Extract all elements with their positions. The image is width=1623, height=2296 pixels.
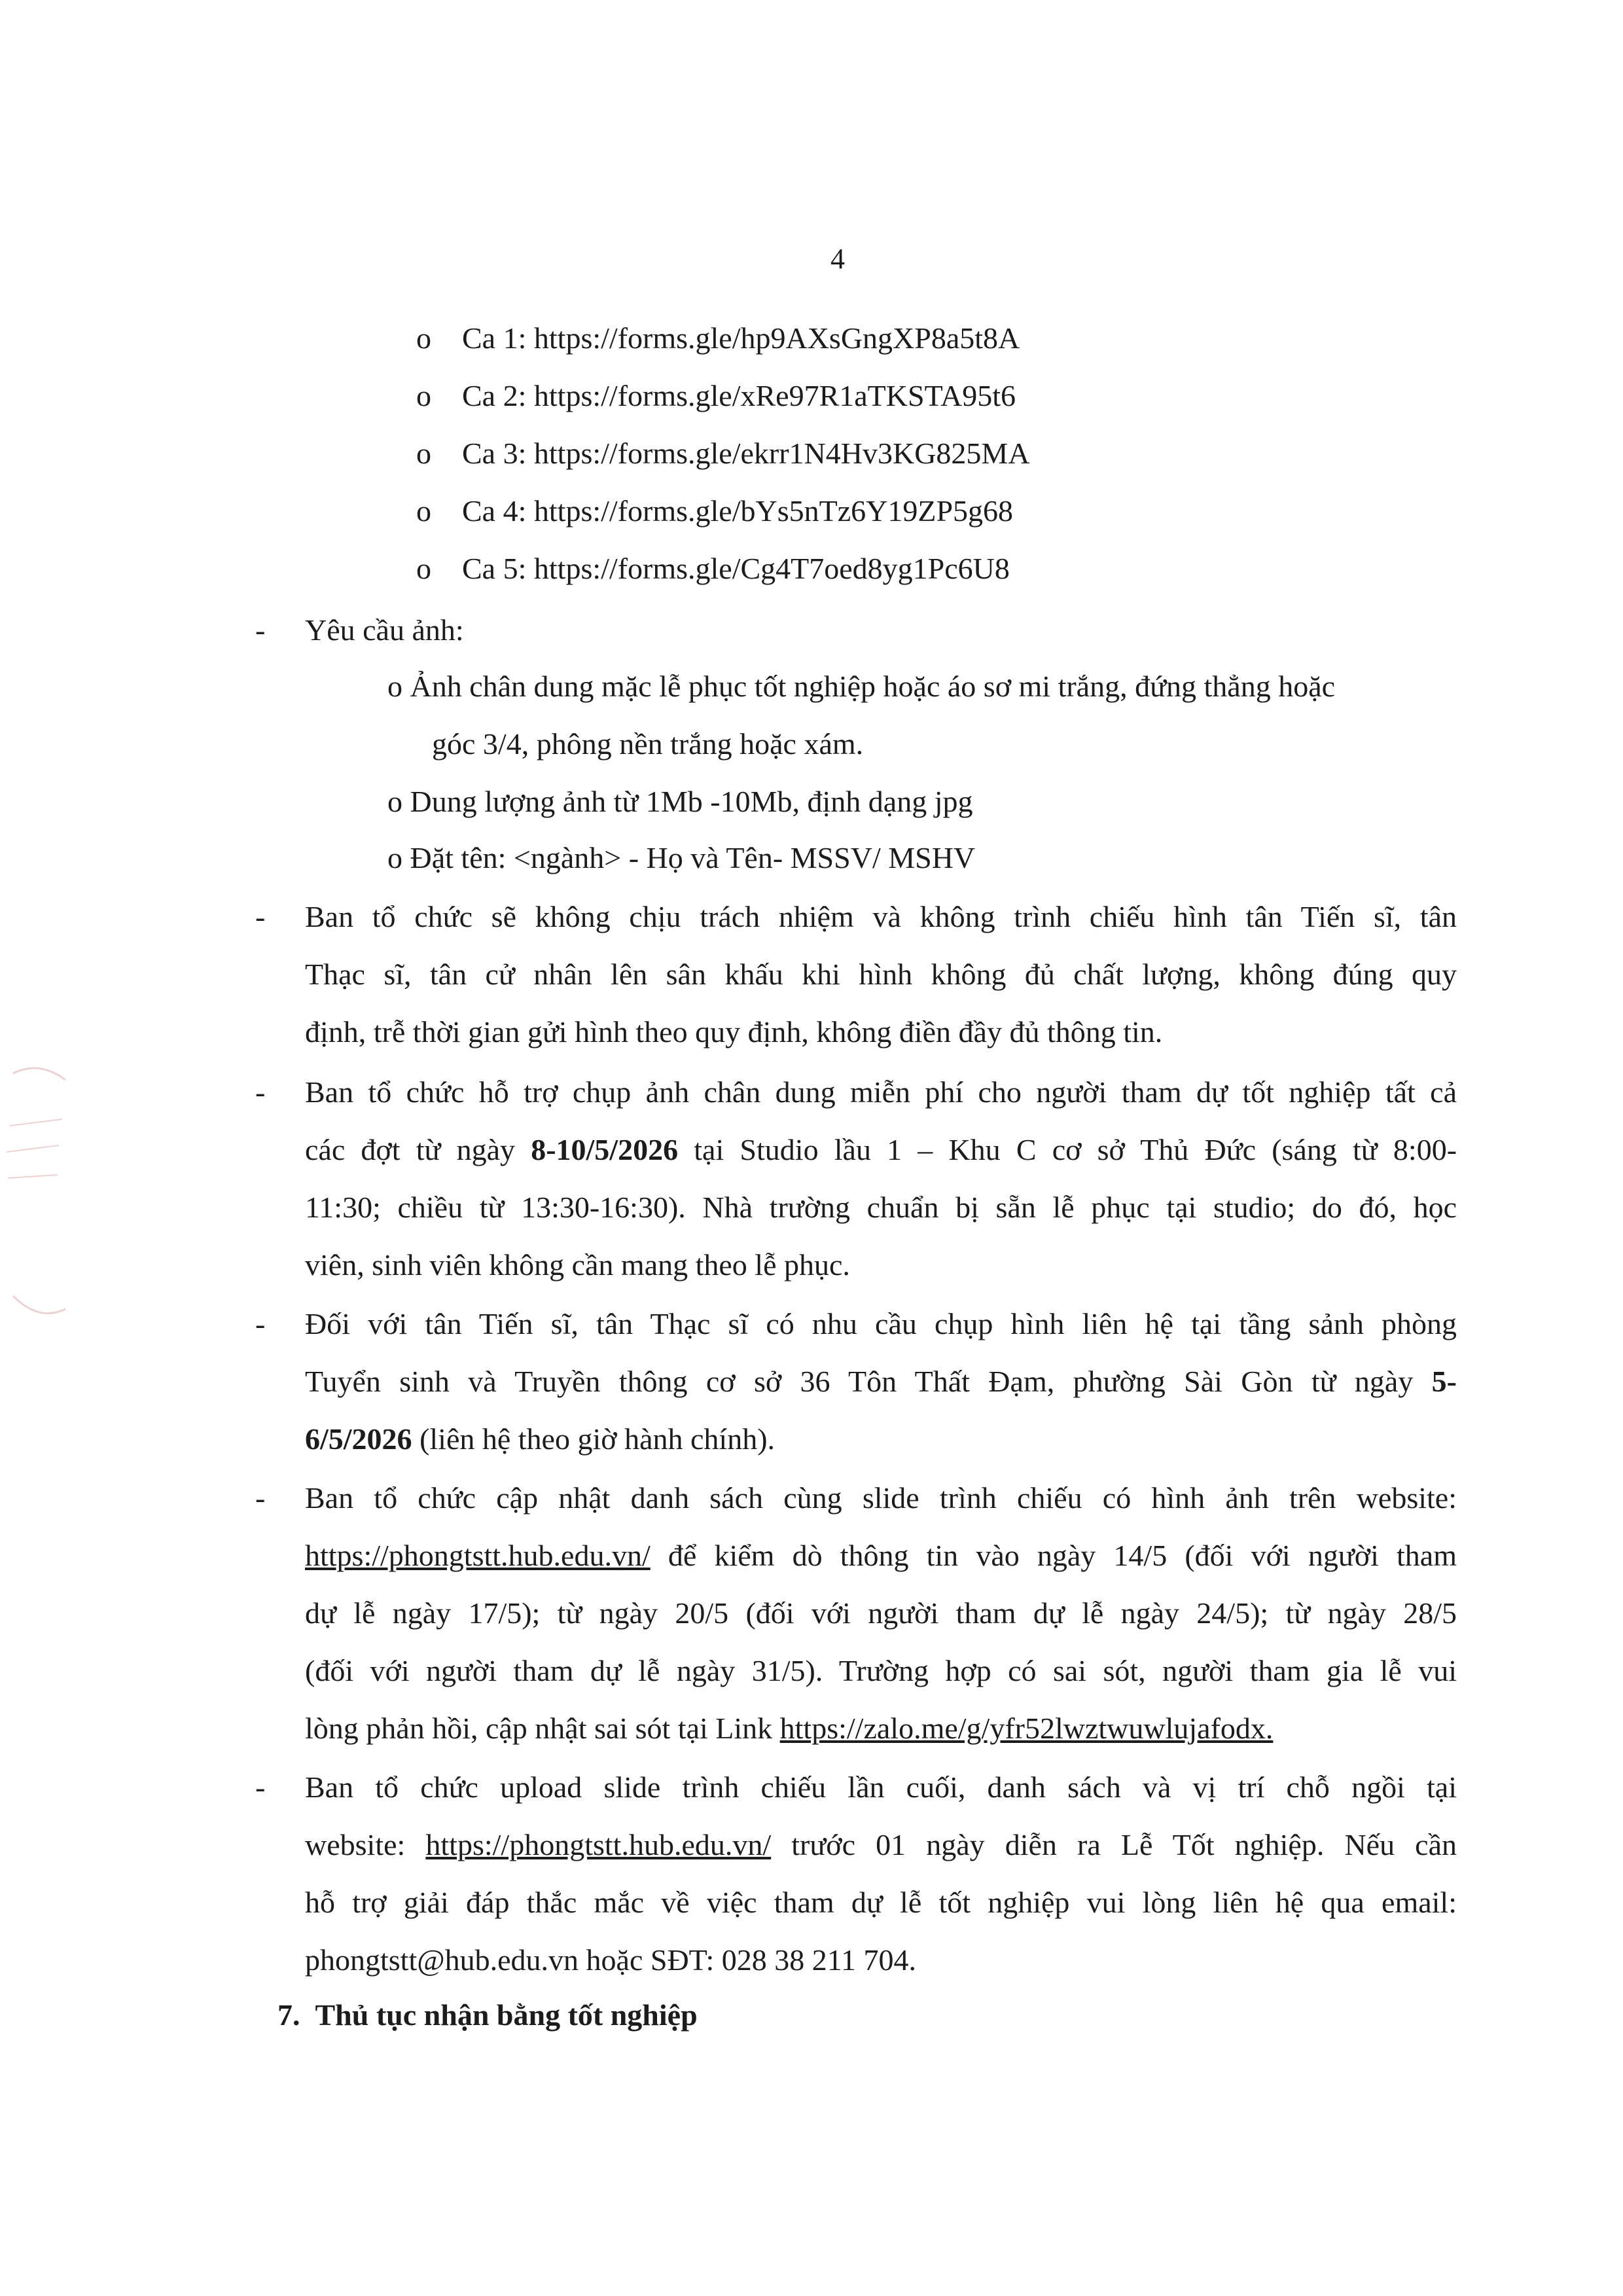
p2-text: các đợt từ ngày (305, 1133, 516, 1166)
form-label: Ca 3: (462, 437, 527, 470)
photo-req-item-2 (387, 784, 972, 819)
p4-line-3: dự lễ ngày 17/5); từ ngày 20/5 (đối với người tham dự lễ ngày 24/5); từ ngày 28/5 (305, 1596, 1457, 1630)
p4-text: lòng phản hồi, cập nhật sai sót tại Link (305, 1712, 773, 1745)
p2-line-1: Ban tổ chức hỗ trợ chụp ảnh chân dung miễn phí cho người tham dự tốt nghiệp tất cả (305, 1075, 1457, 1109)
p3-text: Tuyển sinh và Truyền thông cơ sở 36 Tôn Thất Đạm, phường Sài Gòn từ ngày (305, 1365, 1414, 1398)
margin-stamp-bleed (0, 1047, 72, 1348)
list-dash: - (255, 1075, 266, 1109)
p4-line-4: (đối với người tham dự lễ ngày 31/5). Trường hợp có sai sót, người tham gia lễ vui (305, 1654, 1457, 1687)
p2-line-3: 11:30; chiều từ 13:30-16:30). Nhà trường chuẩn bị sẵn lễ phục tại studio; do đó, học (305, 1191, 1457, 1224)
photo-req-text: Đặt tên: <ngành> - Họ và Tên- MSSV/ MSHV (410, 841, 976, 874)
sub-bullet: o (416, 552, 431, 585)
p2-date-bold: 8-10/5/2026 (531, 1133, 679, 1166)
list-dash: - (255, 900, 266, 933)
p2-line-2 (305, 1132, 1457, 1167)
photo-req-text: Ảnh chân dung mặc lễ phục tốt nghiệp hoặc áo sơ mi trắng, đứng thẳng hoặc (410, 670, 1336, 703)
p3-date-bold: 5- (1431, 1365, 1457, 1398)
section-number: 7. (277, 1998, 300, 2032)
form-link-ca-3 (416, 436, 1030, 471)
photo-req-item-1 (387, 669, 1335, 704)
photo-requirements-title: Yêu cầu ảnh: (305, 613, 464, 647)
p5-line-4: phongtstt@hub.edu.vn hoặc SĐT: 028 38 211 704. (305, 1943, 917, 1977)
section-heading (277, 1998, 698, 2032)
website-link[interactable]: https://phongtstt.hub.edu.vn/ (305, 1539, 651, 1572)
p3-date-bold: 6/5/2026 (305, 1422, 412, 1456)
p3-text: (liên hệ theo giờ hành chính). (419, 1422, 776, 1456)
form-url[interactable]: https://forms.gle/Cg4T7oed8yg1Pc6U8 (533, 552, 1010, 585)
form-url[interactable]: https://forms.gle/bYs5nTz6Y19ZP5g68 (533, 494, 1014, 528)
p2-line-4: viên, sinh viên không cần mang theo lễ phục. (305, 1248, 850, 1282)
form-url[interactable]: https://forms.gle/hp9AXsGngXP8a5t8A (533, 321, 1020, 355)
p3-line-1: Đối với tân Tiến sĩ, tân Thạc sĩ có nhu cầu chụp hình liên hệ tại tầng sảnh phòng (305, 1307, 1457, 1340)
list-dash: - (255, 1770, 266, 1804)
p3-line-2 (305, 1364, 1457, 1399)
sub-bullet: o (387, 670, 402, 703)
form-link-ca-5 (416, 551, 1010, 586)
photo-req-item-3 (387, 840, 975, 875)
sub-bullet: o (387, 841, 402, 874)
p5-text: trước 01 ngày diễn ra Lễ Tốt nghiệp. Nếu cần (791, 1828, 1457, 1861)
form-url[interactable]: https://forms.gle/xRe97R1aTKSTA95t6 (533, 379, 1016, 412)
section-title: Thủ tục nhận bằng tốt nghiệp (315, 1998, 698, 2032)
form-label: Ca 5: (462, 552, 527, 585)
list-dash: - (255, 1307, 266, 1340)
form-link-ca-1 (416, 321, 1020, 355)
list-dash: - (255, 1481, 266, 1515)
p3-line-3 (305, 1422, 775, 1456)
p5-line-1: Ban tổ chức upload slide trình chiếu lần cuối, danh sách và vị trí chỗ ngồi tại (305, 1770, 1457, 1804)
p4-line-1: Ban tổ chức cập nhật danh sách cùng slide trình chiếu có hình ảnh trên website: (305, 1481, 1457, 1515)
website-link[interactable]: https://phongtstt.hub.edu.vn/ (425, 1828, 772, 1861)
sub-bullet: o (416, 494, 431, 528)
sub-bullet: o (387, 785, 402, 818)
form-label: Ca 1: (462, 321, 527, 355)
sub-bullet: o (416, 321, 431, 355)
sub-bullet: o (416, 379, 431, 412)
form-label: Ca 4: (462, 494, 527, 528)
zalo-link[interactable]: https://zalo.me/g/yfr52lwztwuwlujafodx. (779, 1712, 1274, 1745)
list-dash: - (255, 613, 266, 647)
p2-text: tại Studio lầu 1 – Khu C cơ sở Thủ Đức (sáng từ 8:00- (694, 1133, 1457, 1166)
form-link-ca-4 (416, 493, 1013, 528)
p5-line-3: hỗ trợ giải đáp thắc mắc về việc tham dự lễ tốt nghiệp vui lòng liên hệ qua email: (305, 1886, 1457, 1919)
p4-line-5 (305, 1711, 1273, 1746)
p5-line-2 (305, 1827, 1457, 1862)
p1-line-3: định, trễ thời gian gửi hình theo quy định, không điền đầy đủ thông tin. (305, 1015, 1163, 1049)
p4-text: để kiểm dò thông tin vào ngày 14/5 (đối với người tham (668, 1539, 1457, 1572)
p5-text: website: (305, 1828, 406, 1861)
sub-bullet: o (416, 437, 431, 470)
form-link-ca-2 (416, 378, 1016, 413)
p1-line-1: Ban tổ chức sẽ không chịu trách nhiệm và không trình chiếu hình tân Tiến sĩ, tân (305, 900, 1457, 933)
page-number: 4 (830, 243, 845, 275)
photo-req-text: Dung lượng ảnh từ 1Mb -10Mb, định dạng jpg (410, 785, 973, 818)
p1-line-2: Thạc sĩ, tân cử nhân lên sân khấu khi hình không đủ chất lượng, không đúng quy (305, 958, 1457, 991)
photo-req-item-1-cont: góc 3/4, phông nền trắng hoặc xám. (432, 727, 864, 761)
form-url[interactable]: https://forms.gle/ekrr1N4Hv3KG825MA (533, 437, 1030, 470)
p4-line-2 (305, 1538, 1457, 1573)
form-label: Ca 2: (462, 379, 527, 412)
